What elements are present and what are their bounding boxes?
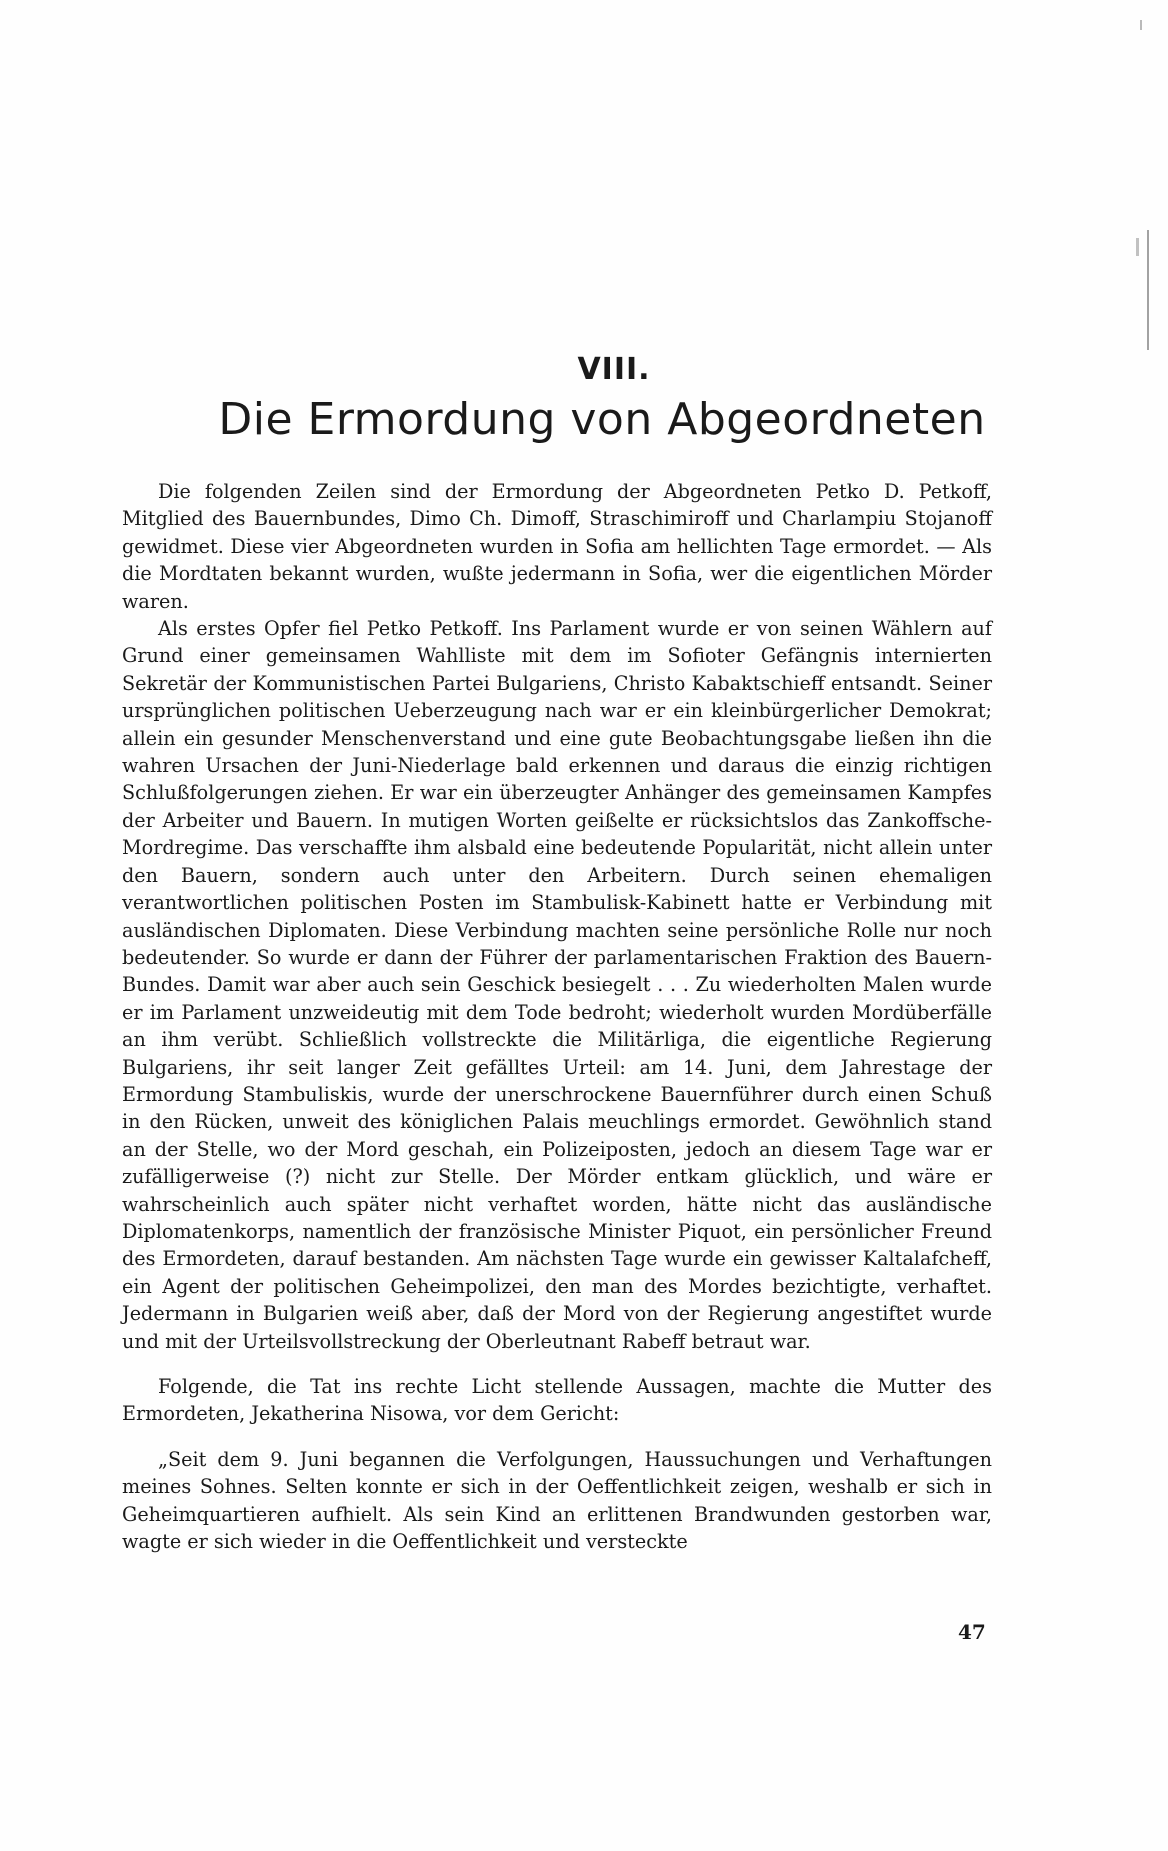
chapter-number: VIII. xyxy=(577,352,651,387)
margin-scan-tick xyxy=(1136,238,1139,256)
paragraph: „Seit dem 9. Juni begannen die Verfolgungen, Haussuchungen und Verhaftungen meines Sohnes. Selten konnte er sich in der Oeffentlichkeit zeigen, weshalb er sich in Geheimquartieren aufhielt. Als sein Kind an erlittenen Brandwunden gestorben war, wagte er sich wieder in die Oeffentlichkeit und versteckte xyxy=(122,1447,992,1554)
margin-scan-mark xyxy=(1140,20,1142,30)
chapter-title: Die Ermordung von Abgeordneten xyxy=(218,394,986,445)
page-number: 47 xyxy=(958,1620,986,1644)
paragraph: Die folgenden Zeilen sind der Ermordung der Abgeordneten Petko D. Petkoff, Mitglied des Bauernbundes, Dimo Ch. Dimoff, Straschimiroff und Charlampiu Stojanoff gewidmet. Diese vier Abgeordneten wurden in Sofia am hellichten Tage ermordet. — Als die Mordtaten bekannt wurden, wußte jedermann in Sofia, wer die eigentlichen Mörder waren. xyxy=(122,480,992,613)
margin-scan-line xyxy=(1147,230,1149,350)
body-text xyxy=(122,478,992,1555)
paragraph: Als erstes Opfer fiel Petko Petkoff. Ins Parlament wurde er von seinen Wählern auf Grund einer gemeinsamen Wahlliste mit dem im Sofioter Gefängnis internierten Sekretär der Kommunistischen Partei Bulgariens, Christo Kabaktschieff entsandt. Seiner ursprünglichen politischen Ueberzeugung nach war er ein kleinbürgerlicher Demokrat; allein ein gesunder Menschenverstand und eine gute Beobachtungsgabe ließen ihn die wahren Ursachen der Juni-Niederlage bald erkennen und daraus die einzig richtigen Schlußfolgerungen ziehen. Er war ein überzeugter Anhänger des gemeinsamen Kampfes der Arbeiter und Bauern. In mutigen Worten geißelte er rücksichtslos das Zankoffsche-Mordregime. Das verschaffte ihm alsbald eine bedeutende Popularität, nicht allein unter den Bauern, sondern auch unter den Arbeitern. Durch seinen ehemaligen verantwortlichen politischen Posten im Stambulisk-Kabinett hatte er Verbindung mit ausländischen Diplomaten. Diese Verbindung machten seine persönliche Rolle nur noch bedeutender. So wurde er dann der Führer der parlamentarischen Fraktion des Bauern-Bundes. Damit war aber auch sein Geschick besiegelt . . . Zu wiederholten Malen wurde er im Parlament unzweideutig mit dem Tode bedroht; wiederholt wurden Mordüberfälle an ihm verübt. Schließlich vollstreckte die Militärliga, die eigentliche Regierung Bulgariens, ihr seit langer Zeit gefälltes Urteil: am 14. Juni, dem Jahrestage der Ermordung Stambuliskis, wurde der unerschrockene Bauernführer durch einen Schuß in den Rücken, unweit des königlichen Palais meuchlings ermordet. Gewöhnlich stand an der Stelle, wo der Mord geschah, ein Polizeiposten, jedoch an diesem Tage war er zufälligerweise (?) nicht zur Stelle. Der Mörder entkam glücklich, und wäre er wahrscheinlich auch später nicht verhaftet worden, hätte nicht das ausländische Diplomatenkorps, namentlich der französische Minister Piquot, ein persönlicher Freund des Ermordeten, darauf bestanden. Am nächsten Tage wurde ein gewisser Kaltalafcheff, ein Agent der politischen Geheimpolizei, den man des Mordes bezichtigte, verhaftet. Jedermann in Bulgarien weiß aber, daß der Mord von der Regierung angestiftet wurde und mit der Urteilsvollstreckung der Oberleutnant Rabeff betraut war. xyxy=(122,617,992,1353)
paragraph: Folgende, die Tat ins rechte Licht stellende Aussagen, machte die Mutter des Ermordeten, Jekatherina Nisowa, vor dem Gericht: xyxy=(122,1375,992,1426)
